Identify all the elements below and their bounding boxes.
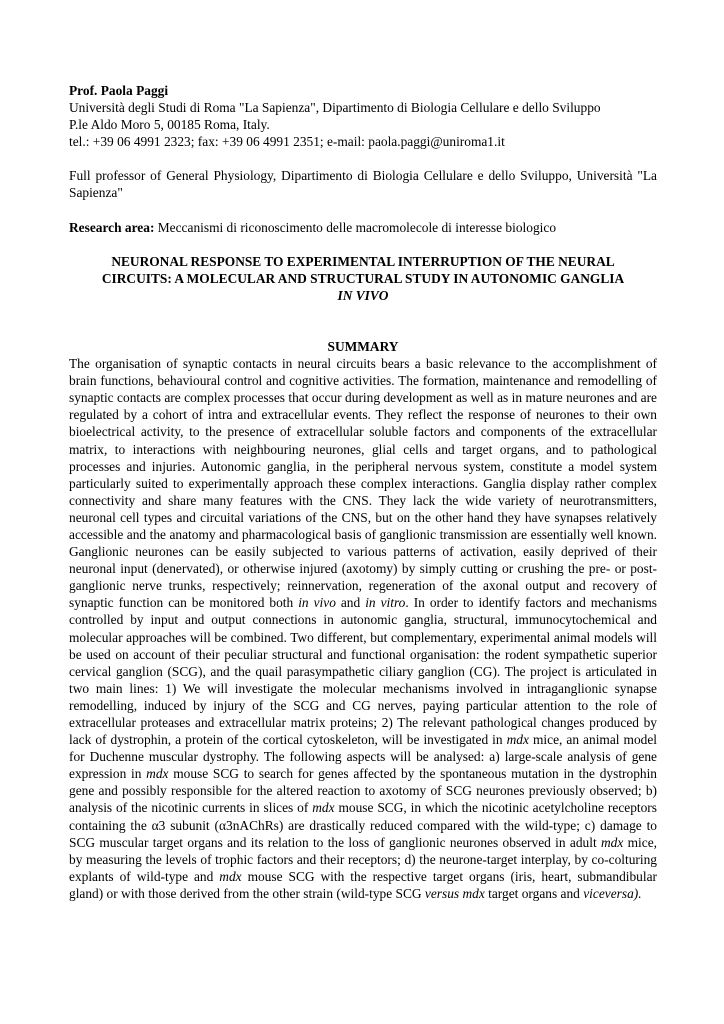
author-contact: tel.: +39 06 4991 2323; fax: +39 06 4991 2351; e-mail: paola.paggi@uniroma1.it (69, 134, 505, 150)
summary-italic: mdx (219, 868, 242, 884)
author-address: P.le Aldo Moro 5, 00185 Roma, Italy. (69, 117, 270, 133)
summary-segment: target organs and (484, 885, 584, 901)
summary-italic: in vitro (365, 595, 406, 611)
summary-italic: versus mdx (424, 885, 485, 901)
research-area-value: Meccanismi di riconoscimento delle macromolecole di interesse biologico (157, 219, 557, 235)
project-title (69, 253, 657, 304)
title-line-3: IN VIVO (337, 287, 389, 303)
summary-italic: mdx (312, 800, 335, 816)
summary-segment: mouse SCG with the respective target organs (iris, heart, submandibular gland) or with those derived from the other strain (wild-type SCG (69, 868, 657, 901)
research-area (69, 219, 657, 236)
summary-segment: and (335, 595, 366, 611)
summary-heading: SUMMARY (327, 338, 399, 354)
summary-italic: in vivo (298, 595, 336, 611)
title-line-1: NEURONAL RESPONSE TO EXPERIMENTAL INTERRUPTION OF THE NEURAL (111, 253, 615, 269)
summary-segment: mouse SCG, in which the nicotinic acetylcholine receptors containing the α3 subunit (α3nAChRs) are drastically reduced compared with the wild-type; c) damage to SCG muscular target organs and its relation to the loss of ganglionic neurones observed in adult (69, 800, 657, 850)
summary-segment: mice, an animal model for Duchenne muscular dystrophy. The following aspects will be analysed: a) large-scale analysis of gene expression in (69, 732, 657, 782)
summary-segment: . In order to identify factors and mechanisms controlled by input and output connections in autonomic ganglia, structural, immunocytochemical and molecular approaches will be combined. Two different, but complementary, experimental animal models will be used on account of their peculiar structural and functional organisation: the rodent sympathetic superior cervical ganglion (SCG), and the quail parasympathetic ciliary ganglion (CG). The project is articulated in two main lines: 1) We will investigate the molecular mechanisms involved in intraganglionic synapse remodelling, induced by injury of the SCG and CG nerves, paying particular attention to the role of extracellular proteases and extracellular matrix proteins; 2) The relevant pathological changes produced by lack of dystrophin, a protein of the cortical cytoskeleton, will be investigated in (69, 595, 657, 748)
summary-italic: viceversa). (583, 885, 642, 901)
summary-italic: mdx (601, 834, 624, 850)
author-affiliation: Università degli Studi di Roma "La Sapienza", Dipartimento di Biologia Cellulare e dello Sviluppo (69, 100, 601, 116)
summary-text (69, 355, 657, 902)
summary-italic: mdx (146, 766, 169, 782)
summary-segment: The organisation of synaptic contacts in neural circuits bears a basic relevance to the accomplishment of brain functions, behavioural control and cognitive activities. The formation, maintenance and remodelling of synaptic contacts are complex processes that occur during development as well as in mature neurones and are regulated by a cohort of intra and extracellular events. They reflect the response of neurones to their own bioelectrical activity, to the presence of extracellular soluble factors and components of the extracellular matrix, to interactions with neighbouring neurones, glial cells and target organs, and to pathological processes and injuries. Autonomic ganglia, in the peripheral nervous system, constitute a model system particularly suited to experimentally approach these complex interactions. Ganglia display rather complex connectivity and share many features with the CNS. They lack the wide variety of neurotransmitters, neuronal cell types and circuital variations of the CNS, but on the other hand they have synapses relatively accessible and the anatomy and pharmacological basis of ganglionic transmission are essentially well known. Ganglionic neurones can be easily subjected to various patterns of activation, easily deprived of their neuronal input (denervated), or otherwise injured (axotomy) by simply cutting or crushing the pre- or post-ganglionic nerve trunks, respectively; reinnervation, regeneration of the axonal output and recovery of synaptic function can be monitored both (69, 356, 657, 611)
document-page (69, 82, 657, 902)
title-line-2: CIRCUITS: A MOLECULAR AND STRUCTURAL STUDY IN AUTONOMIC GANGLIA (101, 270, 625, 286)
position-text: Full professor of General Physiology, Dipartimento di Biologia Cellulare e dello Sviluppo, Università "La Sapienza" (69, 168, 657, 201)
research-area-label: Research area: (69, 219, 155, 235)
summary-segment: mouse SCG to search for genes affected by the spontaneous mutation in the dystrophin gene and possibly responsible for the altered reaction to axotomy of SCG neurones previously observed; b) analysis of the nicotinic currents in slices of (69, 766, 657, 816)
summary-segment: mice, by measuring the levels of trophic factors and their receptors; d) the neurone-target interplay, by co-colturing explants of wild-type and (69, 834, 658, 884)
author-name: Prof. Paola Paggi (69, 83, 169, 98)
summary-italic: mdx (506, 732, 529, 748)
